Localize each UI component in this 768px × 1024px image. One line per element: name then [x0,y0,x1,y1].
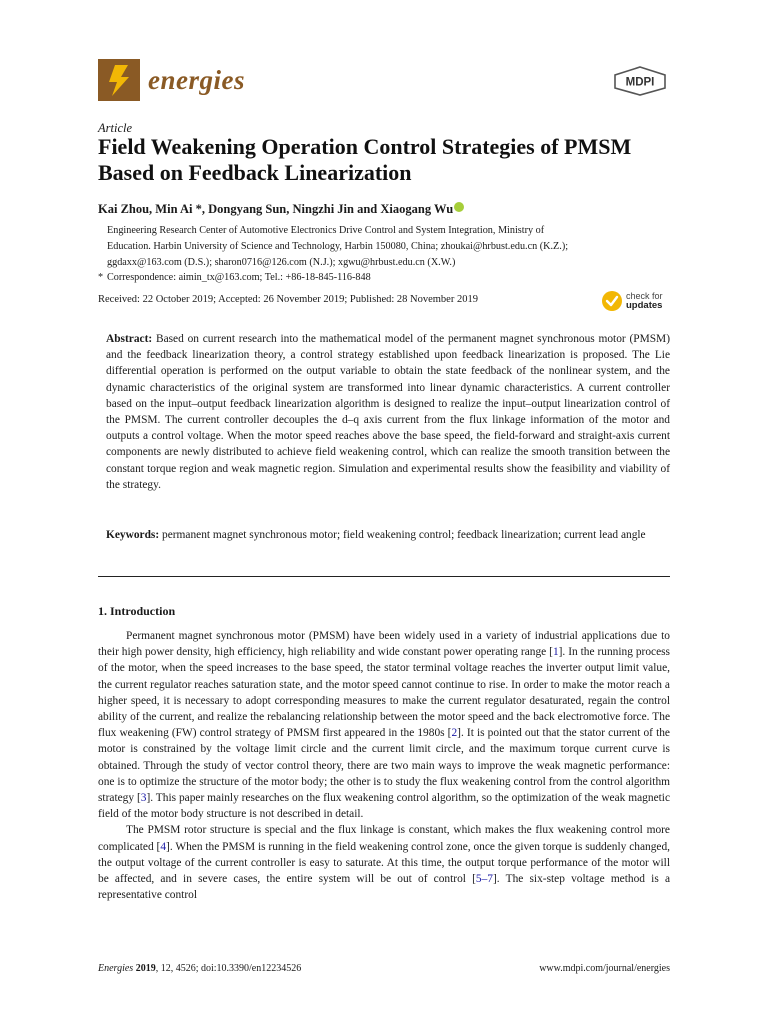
footer-volume-doi: , 12, 4526; doi:10.3390/en12234526 [155,963,302,974]
publication-dates: Received: 22 October 2019; Accepted: 26 November 2019; Published: 28 November 2019 [98,294,478,305]
body-paragraph [98,822,670,903]
footer-url[interactable]: www.mdpi.com/journal/energies [539,963,670,974]
paper-title: Field Weakening Operation Control Strategies of PMSM Based on Feedback Linearization [98,134,632,185]
body-paragraph [98,628,670,822]
keywords-label: Keywords: [106,529,160,541]
publisher-logo[interactable] [612,66,668,96]
check-updates-line1: check for [626,291,663,301]
text-run: ]. It is pointed out that the stator current of the motor is constrained by the voltage limit circle and the current limit circle, and the maximum torque current curve is obtained. Through the study of vector control theory, there are two main ways to improve the weak magnetic performance: one is to optimize the structure of the motor body; the other is to study the flux weakening control from the control algorithm strategy [ [98,727,670,805]
author-list [98,202,464,217]
citation-link[interactable]: 2 [451,727,458,740]
text-run: ]. When the PMSM is running in the field weakening control zone, once the given torque is suddenly changed, the output voltage of the current controller is easy to saturate. At this time, the output torque performance of the motor will be affected, and in severe cases, the entire system will be out of control [ [98,840,670,886]
correspondence-marker: * [98,272,104,284]
citation-link[interactable]: 5–7 [475,873,493,886]
footer-journal: Energies [98,963,134,974]
journal-logo[interactable] [98,59,245,101]
keywords-text: permanent magnet synchronous motor; field weakening control; feedback linearization; current lead angle [162,529,646,541]
affiliation-line: ggdaxx@163.com (D.S.); sharon0716@126.com (N.J.); xgwu@hrbust.edu.cn (X.W.) [107,256,456,268]
citation-link[interactable]: 1 [552,646,559,659]
affiliation-line: Education. Harbin University of Science and Technology, Harbin 150080, China; zhoukai@hrbust.edu.cn (K.Z.); [107,240,569,252]
authors-text: Kai Zhou, Min Ai *, Dongyang Sun, Ningzhi Jin and Xiaogang Wu [98,202,454,216]
footer-citation [98,963,301,974]
article-type: Article [98,121,133,135]
text-run: The PMSM rotor structure is special and the flux linkage is constant, which makes the flux weakening control more complicated [ [98,824,670,853]
journal-name: energies [148,64,245,95]
introduction-body [98,628,670,903]
text-run: ]. In the running process of the motor, when the speed increases to the base speed, the stator terminal voltage reaches the inverter output limit value, the current regulator reaches saturation state, and the motor speed cannot continue to rise. In order to make the motor reach a higher speed, it is necessary to adopt corresponding measures to make the current regulator desaturated, regain the control ability of the current, and realize the rebalancing relationship between the motor speed and the back electromotive force. The flux weakening (FW) control strategy of PMSM first appeared in the 1980s [ [98,646,670,740]
orcid-icon[interactable] [454,202,464,212]
footer-year: 2019 [135,963,156,974]
check-for-updates-badge[interactable] [601,290,663,312]
citation-link[interactable]: 4 [160,840,167,853]
correspondence-line [98,270,670,286]
section-heading: 1. Introduction [98,604,176,618]
lightning-bolt-icon [98,59,140,101]
check-updates-line2: updates [626,300,663,311]
citation-link[interactable]: 3 [140,792,147,805]
abstract-text: Based on current research into the mathematical model of the permanent magnet synchronous motor (PMSM) and the feedback linearization theory, a control strategy established upon feedback linearization is proposed. The Lie differential operation is performed on the output variable to obtain the state feedback of the nonlinear system, and the dynamic characteristics of the original system are transformed into linear dynamic characteristics. A current controller based on the input–output feedback linearization algorithm is designed to realize the input–output linearization control of the PMSM. The current controller decouples the d–q axis current from the flux linkage information of the motor and outputs a control voltage. When the motor speed reaches above the base speed, the field-forward and straight-axis current components are newly distributed to achieve field weakening control, which can realize the smooth transition between the constant torque region and weak magnetic region. Simulation and experimental results show the feasibility and viability of the strategy. [106,333,670,491]
text-run: ]. The six-step voltage method is a representative control [98,873,670,902]
keywords [106,527,670,543]
section-divider [98,576,670,577]
affiliation-line: Engineering Research Center of Automotive Electronics Drive Control and System Integration, Ministry of [107,225,545,236]
check-updates-icon [601,290,623,312]
text-run: ]. This paper mainly researches on the flux weakening control algorithm, so the optimization of the weak magnetic field of the motor body structure is not described in detail. [98,792,671,821]
abstract [106,331,670,493]
affiliation-block [98,223,670,286]
abstract-label: Abstract: [106,333,153,345]
text-run: Permanent magnet synchronous motor (PMSM) have been widely used in a variety of industrial applications due to their high power density, high efficiency, high reliability and wide constant power operating range [ [98,630,670,659]
correspondence-text: Correspondence: aimin_tx@163.com; Tel.: +86-18-845-116-848 [107,272,371,284]
publisher-name: MDPI [625,76,655,89]
